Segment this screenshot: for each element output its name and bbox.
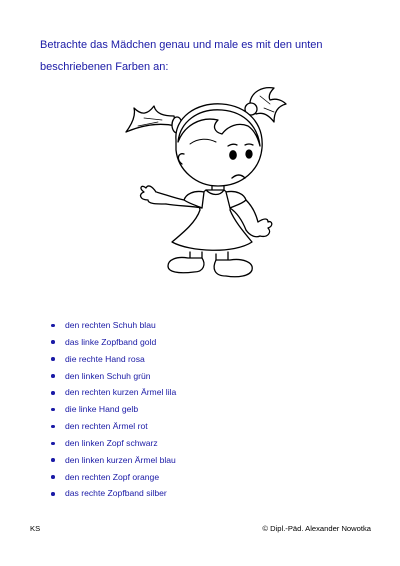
- footer-initials: KS: [30, 524, 41, 533]
- task-item: das rechte Zopfband silber: [48, 485, 176, 502]
- left-shoe: [168, 257, 204, 272]
- bullet-icon: [51, 324, 55, 328]
- task-item: den linken Zopf schwarz: [48, 435, 176, 452]
- task-item: den linken Schuh grün: [48, 368, 176, 385]
- task-item: die linke Hand gelb: [48, 401, 176, 418]
- task-item: den rechten kurzen Ärmel lila: [48, 384, 176, 401]
- bullet-icon: [51, 374, 55, 378]
- bullet-icon: [51, 340, 55, 344]
- left-sleeve: [184, 191, 204, 208]
- left-eye: [230, 151, 236, 159]
- girl-illustration: [118, 82, 288, 282]
- task-item: das linke Zopfband gold: [48, 334, 176, 351]
- task-item: die rechte Hand rosa: [48, 351, 176, 368]
- bullet-icon: [51, 442, 55, 446]
- bullet-icon: [51, 357, 55, 361]
- task-item: den rechten Zopf orange: [48, 469, 176, 486]
- task-item: den linken kurzen Ärmel blau: [48, 452, 176, 469]
- instruction-line-1: Betrachte das Mädchen genau und male es mit den unten: [40, 39, 323, 51]
- bullet-icon: [51, 408, 55, 412]
- task-item: den rechten Schuh blau: [48, 317, 176, 334]
- bullet-icon: [51, 492, 55, 496]
- instruction-text: [40, 34, 370, 78]
- instruction-line-2: beschriebenen Farben an:: [40, 61, 169, 73]
- right-sleeve: [226, 191, 246, 208]
- task-list: [48, 317, 176, 502]
- left-hand: [141, 186, 166, 204]
- right-eye: [246, 150, 252, 158]
- bullet-icon: [51, 391, 55, 395]
- bullet-icon: [51, 475, 55, 479]
- right-shoe: [214, 259, 252, 276]
- bullet-icon: [51, 425, 55, 429]
- footer-copyright: © Dipl.-Päd. Alexander Nowotka: [262, 524, 371, 533]
- right-arm: [246, 200, 258, 222]
- task-item: den rechten Ärmel rot: [48, 418, 176, 435]
- right-hand: [246, 219, 272, 237]
- bullet-icon: [51, 458, 55, 462]
